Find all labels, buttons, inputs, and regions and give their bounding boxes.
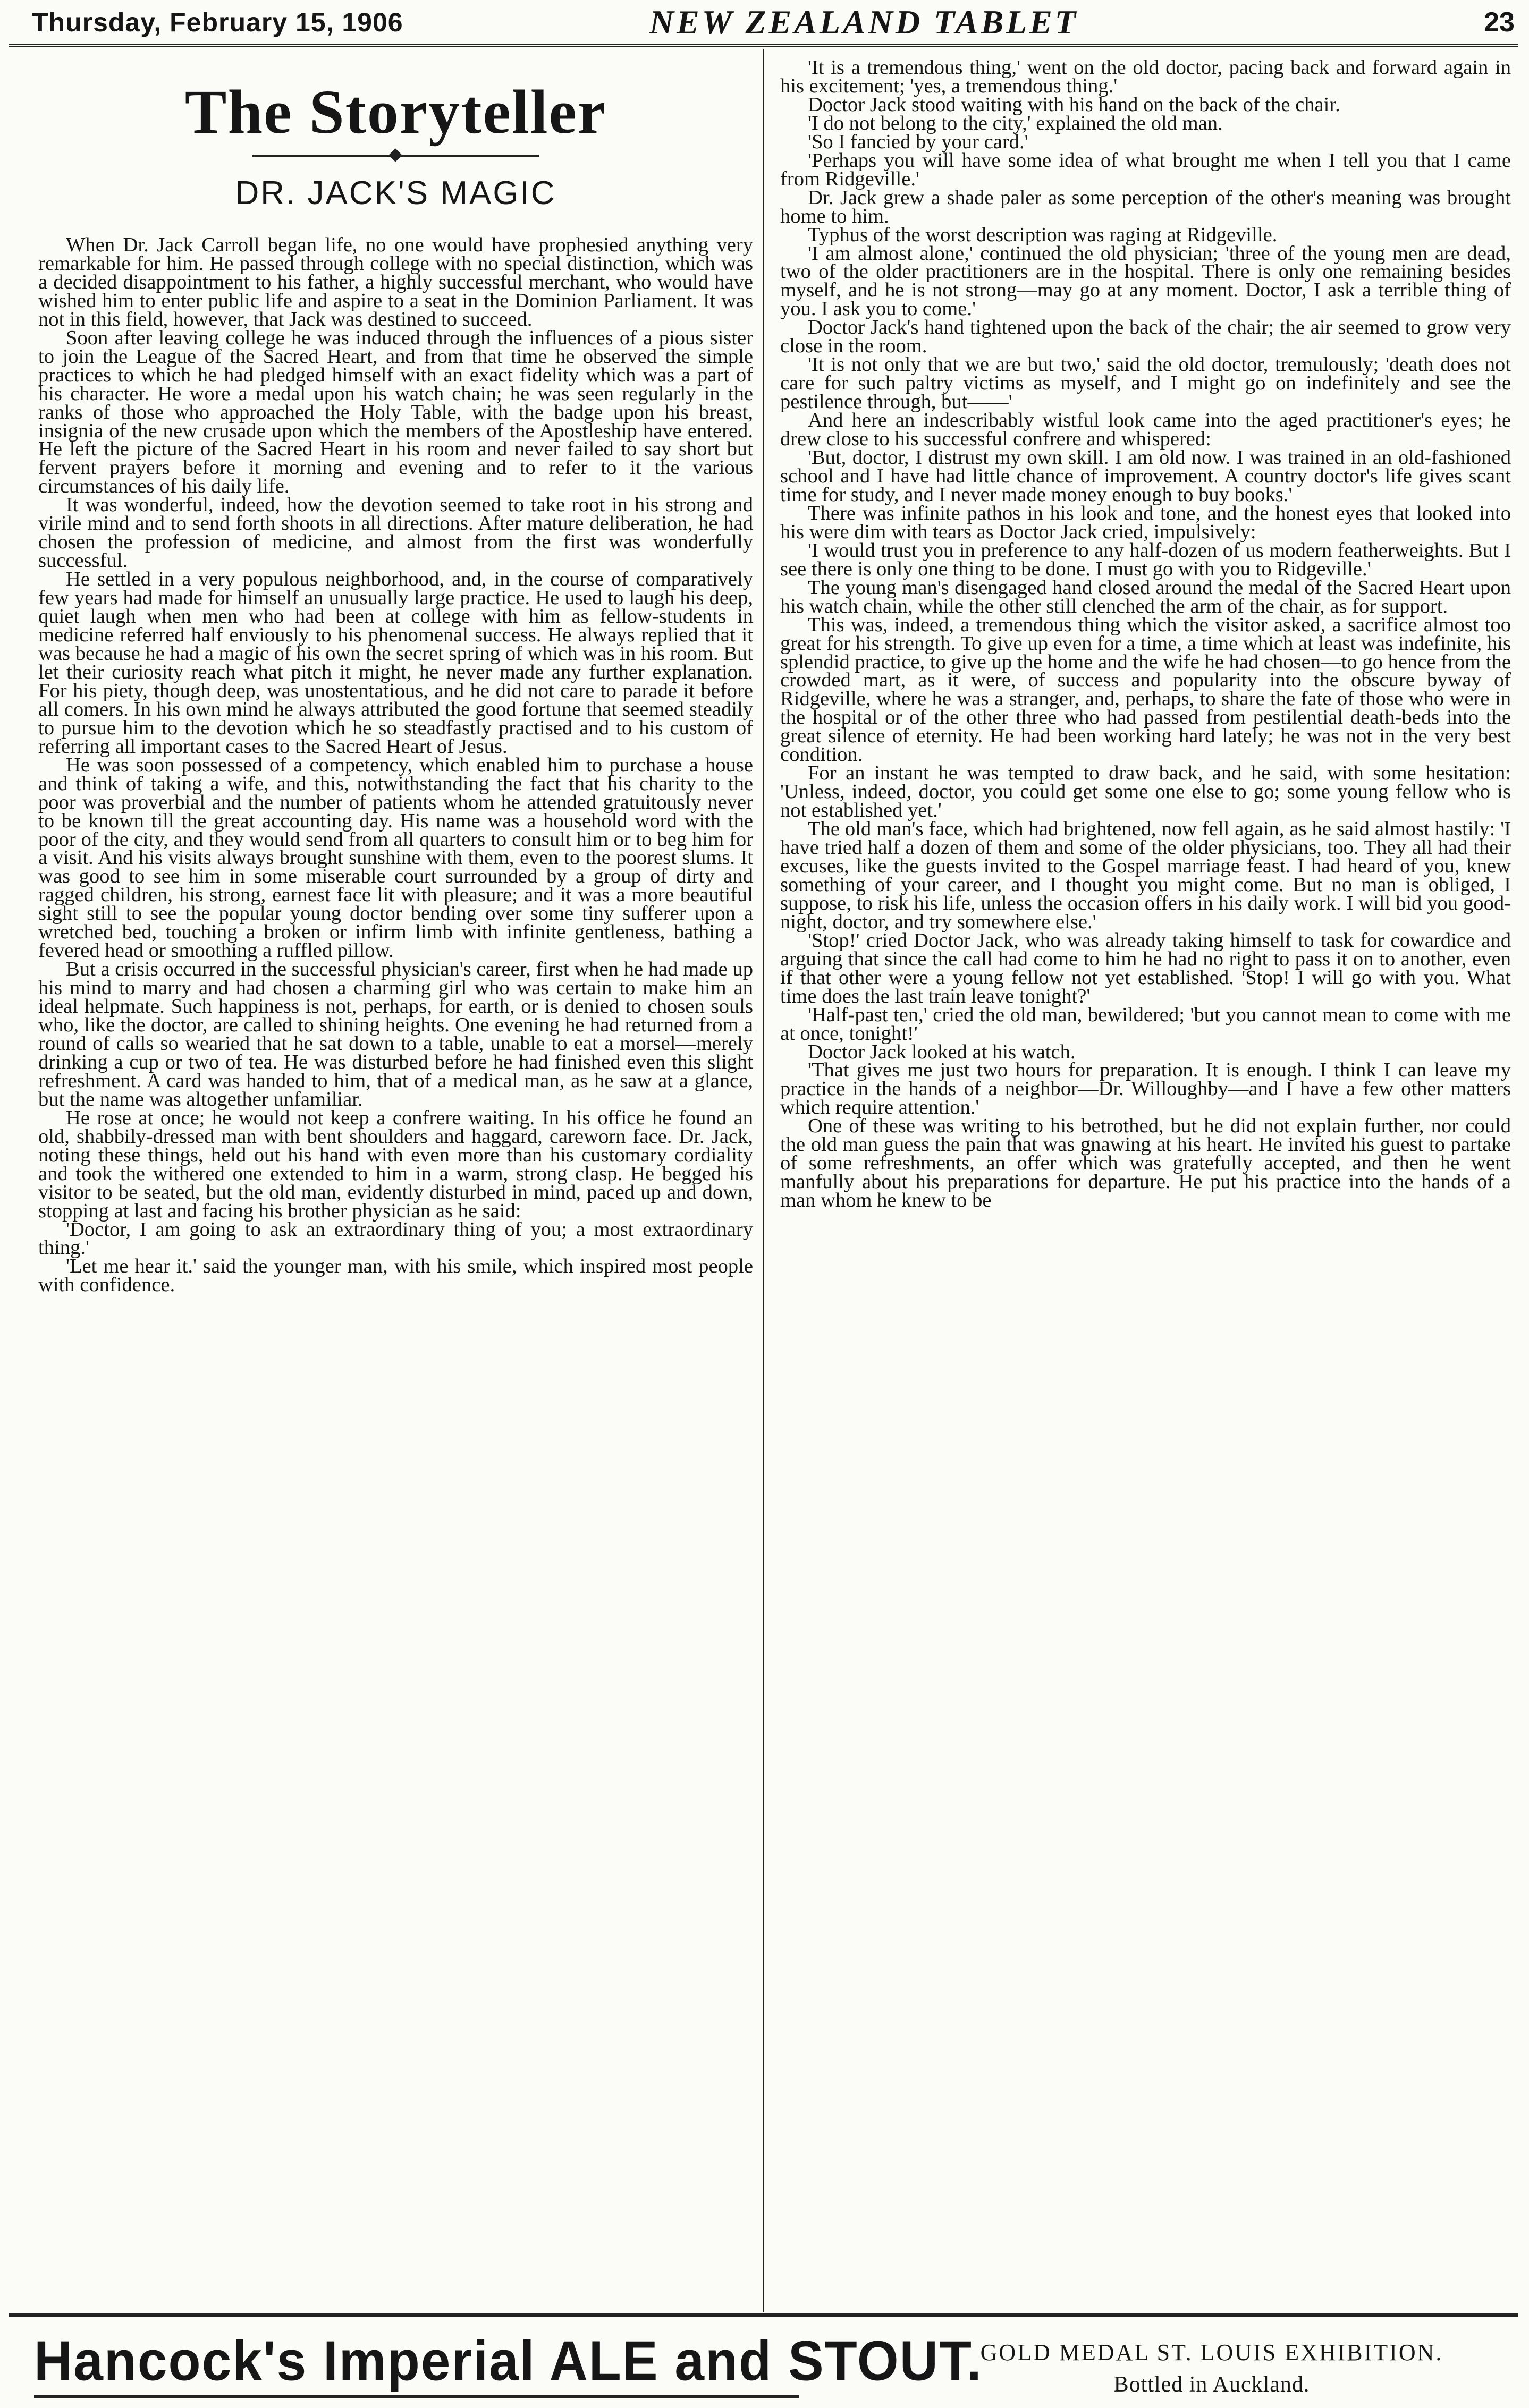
paragraph: 'Perhaps you will have some idea of what brought me when I tell you that I came from Ridgeville.': [780, 149, 1511, 190]
paragraph: There was infinite pathos in his look and tone, and the honest eyes that looked into his were dim with tears as Doctor Jack cried, impulsively:: [780, 502, 1511, 543]
paragraph: 'Stop!' cried Doctor Jack, who was already taking himself to task for cowardice and arguing that since the call had come to him he had no right to pass it on to another, even if that other were a young fellow not yet established. 'Stop! I will go with you. What time does the last train leave tonight?': [780, 929, 1511, 1007]
paragraph: He rose at once; he would not keep a confrere waiting. In his office he found an old, shabbily-dressed man with bent shoulders and haggard, careworn face. Dr. Jack, noting these things, held out his hand with even more than his customary cordiality and took the withered one extended to him in a warm, strong clasp. He begged his visitor to be seated, but the old man, evidently disturbed in mind, paced up and down, stopping at last and facing his brother physician as he said:: [38, 1106, 753, 1222]
paragraph: 'It is a tremendous thing,' went on the old doctor, pacing back and forward again in his excitement; 'yes, a tremendous thing.': [780, 56, 1511, 97]
paragraph: He settled in a very populous neighborhood, and, in the course of comparatively few years had made for himself an unusually large practice. He used to laugh his deep, quiet laugh when men who had been at college with him as fellow-students in medicine referred half enviously to his phenomenal success. He always replied that it was because he had a magic of his own the secret spring of which was in his room. But let their curiosity reach what pitch it might, he never made any further explanation. For his piety, though deep, was unostentatious, and he did not care to parade it before all comers. In his own mind he always attributed the good fortune that seemed steadily to pursue him to the devotion which he so steadfastly practised and to his custom of referring all important cases to the Sacred Heart of Jesus.: [38, 568, 753, 758]
paragraph: He was soon possessed of a competency, which enabled him to purchase a house and think of taking a wife, and this, notwithstanding the fact that his charity to the poor was proverbial and the number of patients whom he attended gratuitously never to be known till the great accounting day. His name was a household word with the poor of the city, and they would send from all quarters to consult him or to beg him for a visit. And his visits always brought sunshine with them, even to the poorest slums. It was good to see him in some miserable court surrounded by a group of dirty and ragged children, his strong, earnest face lit with pleasure; and it was a more beautiful sight still to see the popular young doctor bending over some tiny sufferer upon a wretched bed, touching a broken or infirm limb with infinite gentleness, bathing a fevered head or smoothing a ruffled pillow.: [38, 753, 753, 962]
page-number: 23: [1484, 7, 1515, 38]
issue-date: Thursday, February 15, 1906: [32, 7, 403, 37]
paragraph: Typhus of the worst description was raging at Ridgeville.: [808, 223, 1278, 246]
paragraph: Dr. Jack grew a shade paler as some perception of the other's meaning was brought home to him.: [780, 186, 1511, 227]
paragraph: 'Half-past ten,' cried the old man, bewildered; 'but you cannot mean to come with me at once, tonight!': [780, 1003, 1511, 1045]
paragraph: Doctor Jack's hand tightened upon the back of the chair; the air seemed to grow very close in the room.: [780, 316, 1511, 358]
advertisement-underline: [34, 2395, 799, 2398]
right-column: [780, 58, 1511, 1210]
paragraph: Soon after leaving college he was induced through the influences of a pious sister to join the League of the Sacred Heart, and from that time he observed the simple practices to which he had pledged himself with an exact fidelity which was a part of his character. He wore a medal upon his watch chain; he was seen regularly in the ranks of those who approached the Holy Table, with the badge upon his breast, insignia of the new crusade upon which the members of the Apostleship have entered. He left the picture of the Sacred Heart in his room and never failed to say short but fervent prayers before it morning and evening and to refer to it the various circumstances of his daily life.: [38, 326, 753, 498]
paragraph: The young man's disengaged hand closed around the medal of the Sacred Heart upon his watch chain, while the other still clenched the arm of the chair, as for support.: [780, 576, 1511, 617]
paragraph: For an instant he was tempted to draw back, and he said, with some hesitation: 'Unless, indeed, doctor, you could get some one else to go; some young fellow who is not established yet.': [780, 762, 1511, 822]
left-column-text: [38, 236, 753, 1294]
paragraph: 'I am almost alone,' continued the old physician; 'three of the young men are dead, two of the older practitioners are in the hospital. There is only one remaining besides myself, and he is not strong—may go at any moment. Doctor, I ask a terrible thing of you. I ask you to come.': [780, 242, 1511, 320]
paragraph: 'I do not belong to the city,' explained the old man.: [808, 112, 1223, 134]
advertisement-award: GOLD MEDAL ST. LOUIS EXHIBITION.: [980, 2339, 1443, 2365]
column-divider: [763, 49, 764, 2312]
paragraph: 'That gives me just two hours for preparation. It is enough. I think I can leave my practice in the hands of a neighbor—Dr. Willoughby—and I have a few other matters which require attention.': [780, 1059, 1511, 1119]
paragraph: It was wonderful, indeed, how the devotion seemed to take root in his strong and virile mind and to send forth shoots in all directions. After mature deliberation, he had chosen the profession of medicine, and almost from the first was wonderfully successful.: [38, 494, 753, 572]
section-heading: The Storyteller: [184, 77, 607, 147]
paragraph: The old man's face, which had brightened, now fell again, as he said almost hastily: 'I have tried half a dozen of them and some of the older physicians, too. They all had their excuses, like the guests invited to the Gospel marriage feast. I had heard of you, knew something of your career, and I thought you might come. But no man is obliged, I suppose, to risk his life, unless the occasion offers in his daily work. I will bid you good-night, doctor, and try somewhere else.': [780, 818, 1511, 933]
paragraph: This was, indeed, a tremendous thing which the visitor asked, a sacrifice almost too great for his strength. To give up even for a time, a time which at least was indefinite, his splendid practice, to give up the home and the wife he had chosen—to go hence from the crowded mart, as it were, of success and popularity into the obscure byway of Ridgeville, where he was a stranger, and, perhaps, to share the fate of those who were in the hospital or of the other three who had passed from pestilential death-beds into the great silence of eternity. He had been working hard lately; he was not in the very best condition.: [780, 613, 1511, 766]
footer-rule: [9, 2313, 1518, 2317]
paragraph: 'Doctor, I am going to ask an extraordinary thing of you; a most extraordinary thing.': [38, 1218, 753, 1259]
paragraph: One of these was writing to his betrothed, but he did not explain further, nor could the old man guess the pain that was gnawing at his heart. He invited his guest to partake of some refreshments, an offer which was gratefully accepted, and then he went manfully about his preparations for departure. He put his practice into the hands of a man whom he knew to be: [780, 1115, 1511, 1212]
paragraph: But a crisis occurred in the successful physician's career, first when he had made up his mind to marry and had chosen a charming girl who was certain to make him an ideal helpmate. Such happiness is not, perhaps, for earth, or is denied to chosen souls who, like the doctor, are called to shining heights. One evening he had returned from a round of calls so wearied that he sat down to a table, unable to eat a morsel—merely drinking a cup or two of tea. He was disturbed before he had finished even this slight refreshment. A card was handed to him, that of a medical man, as he saw at a glance, but the name was altogether unfamiliar.: [38, 958, 753, 1110]
paragraph: Doctor Jack looked at his watch.: [808, 1040, 1076, 1063]
heading-ornament: [252, 148, 539, 164]
publication-title: NEW ZEALAND TABLET: [649, 3, 1078, 41]
left-column: [38, 51, 753, 1294]
paragraph: Doctor Jack stood waiting with his hand on the back of the chair.: [808, 93, 1340, 116]
masthead: [32, 3, 1515, 41]
masthead-rule: [9, 44, 1518, 47]
paragraph: 'So I fancied by your card.': [808, 130, 1028, 153]
paragraph: And here an indescribably wistful look came into the aged practitioner's eyes; he drew close to his successful confrere and whispered:: [780, 409, 1511, 451]
story-title: DR. JACK'S MAGIC: [235, 175, 556, 211]
paragraph: When Dr. Jack Carroll began life, no one would have prophesied anything very remarkable for him. He passed through college with no special distinction, which was a decided disappointment to his father, a highly successful merchant, who would have wished him to enter public life and aspire to a seat in the Dominion Parliament. It was not in this field, however, that Jack was destined to succeed.: [38, 234, 753, 330]
paragraph: 'I would trust you in preference to any half-dozen of us modern featherweights. But I see there is only one thing to be done. I must go with you to Ridgeville.': [780, 539, 1511, 580]
advertisement-headline: Hancock's Imperial ALE and STOUT.: [34, 2329, 983, 2393]
advertisement-origin: Bottled in Auckland.: [1113, 2372, 1310, 2397]
right-column-text: [780, 58, 1511, 1210]
paragraph: 'Let me hear it.' said the younger man, with his smile, which inspired most people with confidence.: [38, 1255, 753, 1296]
paragraph: 'It is not only that we are but two,' said the old doctor, tremulously; 'death does not care for such paltry victims as myself, and I might go on indefinitely and see the pestilence through, but——': [780, 353, 1511, 413]
paragraph: 'But, doctor, I distrust my own skill. I am old now. I was trained in an old-fashioned school and I have had little chance of improvement. A country doctor's life gives scant time for study, and I never made money enough to buy books.': [780, 446, 1511, 506]
diamond-ornament-icon: [388, 148, 402, 162]
